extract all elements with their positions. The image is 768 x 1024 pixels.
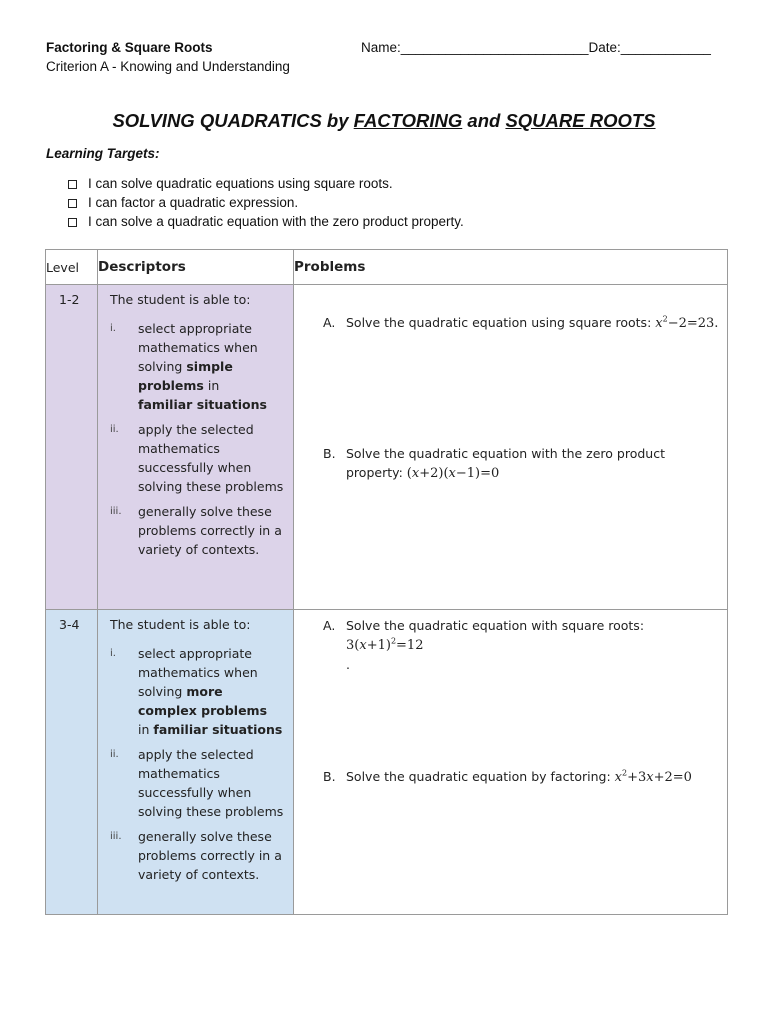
problem-text — [346, 444, 723, 483]
problem-letter: B. — [323, 769, 336, 784]
problems-cell — [294, 610, 728, 915]
descriptor-numeral: iii. — [110, 831, 122, 842]
problem-trail: . — [346, 657, 350, 672]
table-row — [46, 285, 728, 610]
descriptor-item — [110, 319, 285, 414]
descriptor-numeral: ii. — [110, 749, 119, 760]
descriptor-item — [110, 745, 285, 821]
level-cell: 1-2 — [46, 285, 98, 610]
problem-item — [323, 444, 723, 483]
descriptor-item — [110, 644, 285, 739]
descriptor-bold: simple problems — [138, 359, 233, 393]
learning-target-text: I can solve quadratic equations using square roots. — [88, 176, 393, 191]
rubric-table — [45, 249, 728, 915]
descriptor-numeral: i. — [110, 323, 116, 334]
problem-equation: (x+2)(x−1)=0 — [406, 466, 500, 481]
name-date-fields — [361, 38, 711, 57]
problem-item — [323, 767, 723, 787]
learning-targets-list — [68, 174, 464, 231]
problem-letter: A. — [323, 618, 336, 633]
learning-target-item — [68, 212, 464, 231]
learning-target-text: I can factor a quadratic expression. — [88, 195, 299, 210]
header-descriptors: Descriptors — [98, 250, 294, 285]
descriptor-item — [110, 502, 285, 559]
descriptor-text: generally solve these problems correctly in a variety of contexts. — [138, 504, 282, 557]
checkbox-icon[interactable] — [68, 218, 77, 227]
problem-item — [323, 313, 723, 333]
descriptors-cell — [98, 610, 294, 915]
title-square-roots: SQUARE ROOTS — [505, 110, 656, 131]
descriptor-item — [110, 827, 285, 884]
title-factoring: FACTORING — [353, 110, 463, 131]
problem-text — [346, 616, 723, 674]
date-field[interactable]: Date:____________ — [588, 40, 711, 55]
descriptor-text: generally solve these problems correctly in a variety of contexts. — [138, 829, 282, 882]
level-cell: 3-4 — [46, 610, 98, 915]
worksheet-title — [0, 110, 768, 132]
descriptor-text-part: in — [138, 722, 154, 737]
descriptor-text: apply the selected mathematics successfully when solving these problems — [138, 747, 284, 819]
course-title: Factoring & Square Roots — [46, 40, 213, 55]
problem-text — [346, 767, 692, 787]
problem-equation: $x^2+3x+2=0$ — [614, 768, 692, 785]
checkbox-icon[interactable] — [68, 180, 77, 189]
problem-prompt: Solve the quadratic equation with square roots: — [346, 618, 645, 633]
descriptor-text — [138, 319, 285, 414]
problem-prompt: Solve the quadratic equation using square roots: — [346, 315, 656, 330]
problem-text — [346, 313, 718, 333]
problem-equation: $x^2-2=23$. — [655, 314, 719, 331]
descriptor-numeral: iii. — [110, 506, 122, 517]
title-part-1: SOLVING QUADRATICS by — [112, 110, 354, 131]
descriptor-intro: The student is able to: — [110, 617, 251, 632]
problem-letter: B. — [323, 446, 336, 461]
learning-target-text: I can solve a quadratic equation with the zero product property. — [88, 214, 464, 229]
descriptor-item — [110, 420, 285, 496]
problem-prompt: Solve the quadratic equation by factoring: — [346, 769, 615, 784]
problem-item — [323, 616, 723, 674]
descriptor-bold: familiar situations — [153, 722, 283, 737]
descriptor-text — [138, 644, 285, 739]
problem-letter: A. — [323, 315, 336, 330]
problem-equation: $3(x+1)^2=12$ — [346, 636, 424, 653]
descriptor-text-part: in — [203, 378, 220, 393]
descriptor-bold: more complex problems — [138, 684, 268, 718]
learning-target-item — [68, 193, 464, 212]
descriptor-bold: familiar situations — [138, 397, 267, 412]
header-left — [46, 38, 290, 76]
descriptor-numeral: i. — [110, 648, 116, 659]
learning-target-item — [68, 174, 464, 193]
header-problems: Problems — [294, 250, 728, 285]
name-field[interactable]: Name:_________________________ — [361, 40, 589, 55]
learning-targets-label: Learning Targets: — [46, 146, 160, 161]
criterion-label: Criterion A - Knowing and Understanding — [46, 59, 290, 74]
descriptor-text-part: select appropriate mathematics when solving — [138, 646, 258, 699]
descriptor-intro: The student is able to: — [110, 292, 251, 307]
title-part-3: and — [462, 110, 506, 131]
table-row — [46, 610, 728, 915]
descriptor-text: apply the selected mathematics successfully when solving these problems — [138, 422, 284, 494]
checkbox-icon[interactable] — [68, 199, 77, 208]
table-header-row — [46, 250, 728, 285]
descriptor-text-part: select appropriate mathematics when solving — [138, 321, 258, 374]
problem-prompt: Solve the quadratic equation with the zero product property: — [346, 446, 665, 480]
header-level: Level — [46, 250, 98, 285]
problems-cell — [294, 285, 728, 610]
descriptor-numeral: ii. — [110, 424, 119, 435]
descriptors-cell — [98, 285, 294, 610]
